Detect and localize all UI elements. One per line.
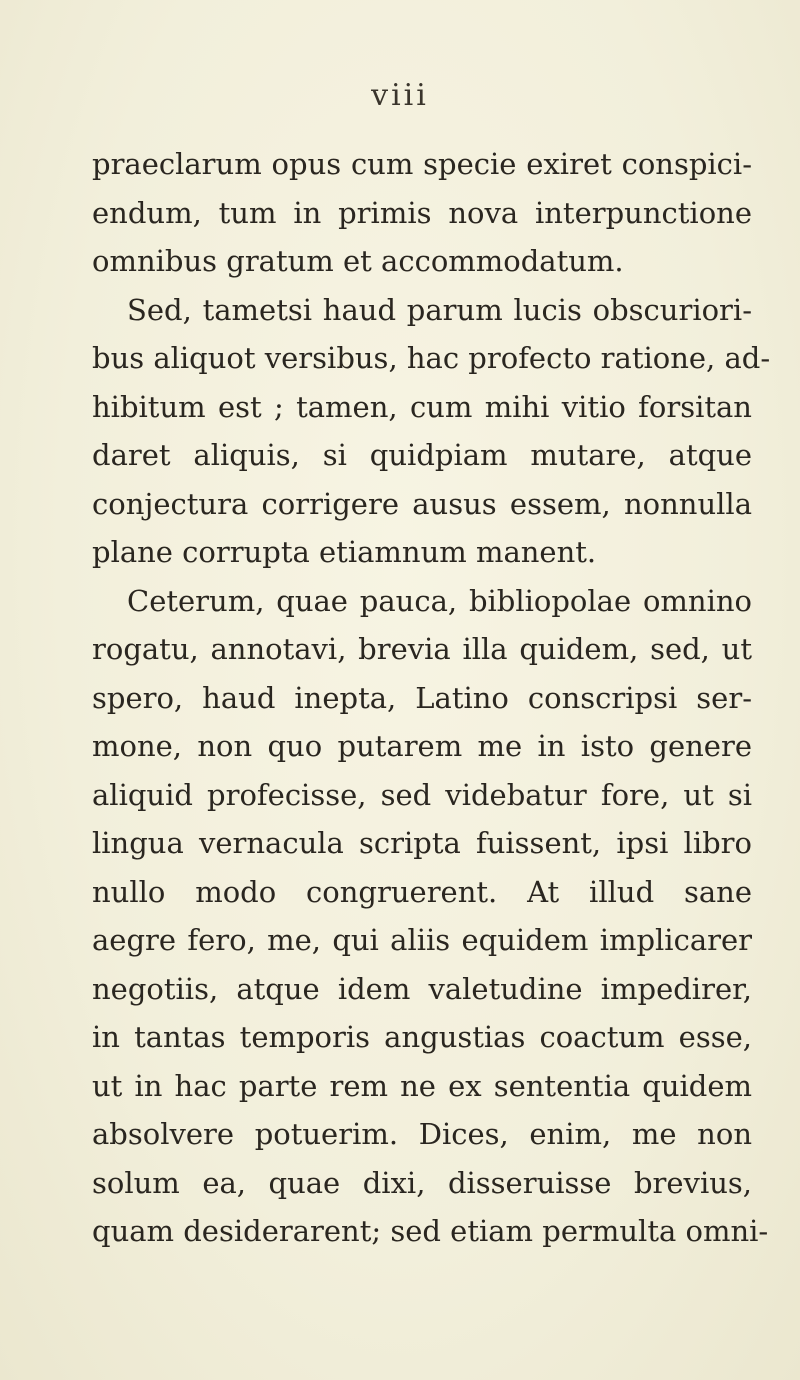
text-line: endum, tum in primis nova interpunctione [92,195,752,230]
text-line: hibitum est ; tamen, cum mihi vitio forsitan [92,389,752,424]
text-line: negotiis, atque idem valetudine impedirer, [92,971,752,1006]
text-line: quam desiderarent; sed etiam permulta omni- [92,1214,769,1248]
text-line: plane corrupta etiamnum manent. [92,535,597,569]
text-line: Ceterum, quae pauca, bibliopolae omnino [127,583,752,618]
text-line: spero, haud inepta, Latino conscripsi ser- [92,680,752,715]
text-line: lingua vernacula scripta fuissent, ipsi libro [92,826,752,860]
text-line: aegre fero, me, qui aliis equidem implicarer [92,923,752,957]
text-line: omnibus gratum et accommodatum. [92,244,624,278]
text-line: bus aliquot versibus, hac profecto ratione, ad- [92,341,771,375]
text-line: Sed, tametsi haud parum lucis obscuriori- [127,292,752,327]
text-line: solum ea, quae dixi, disseruisse brevius, [92,1165,752,1200]
text-line: conjectura corrigere ausus essem, nonnulla [92,486,752,521]
page-number: viii [371,78,429,113]
text-line: absolvere potuerim. Dices, enim, me non [92,1117,752,1151]
text-line: mone, non quo putarem me in isto genere [92,729,752,763]
text-line: in tantas temporis angustias coactum esse, [92,1020,752,1054]
text-block [92,140,771,1256]
text-line: praeclarum opus cum specie exiret conspici- [92,147,752,181]
text-line: daret aliquis, si quidpiam mutare, atque [92,438,752,472]
text-line: ut in hac parte rem ne ex sententia quidem [92,1068,752,1103]
text-line: rogatu, annotavi, brevia illa quidem, sed, ut [92,632,752,666]
text-line: aliquid profecisse, sed videbatur fore, ut si [92,777,752,812]
text-line: nullo modo congruerent. At illud sane [92,874,752,909]
